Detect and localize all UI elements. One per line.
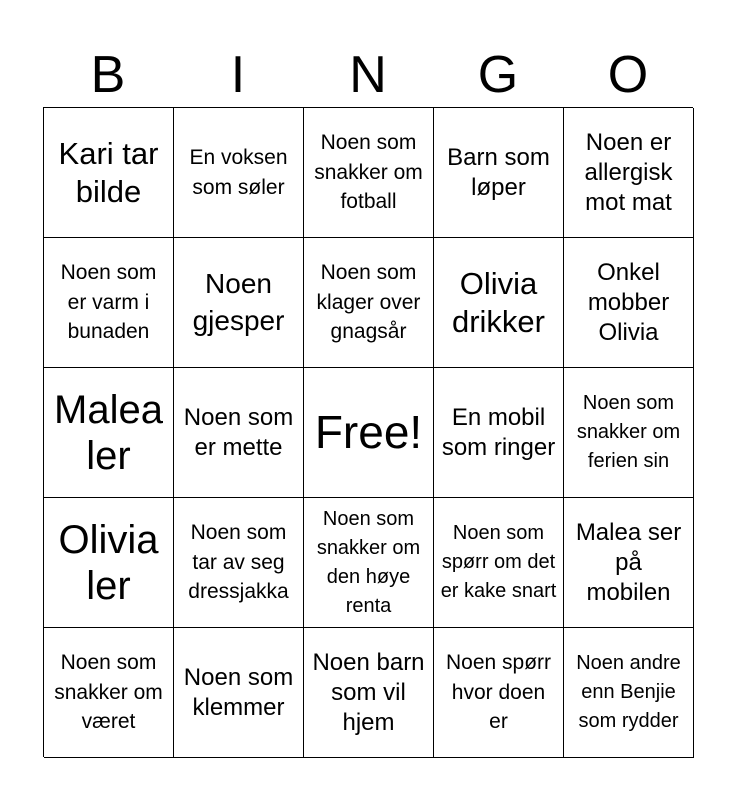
bingo-cell-r3c4[interactable]	[434, 368, 564, 498]
cell-text: Noen spørr hvor doen er	[445, 651, 552, 734]
cell-text: En voksen som søler	[189, 146, 288, 199]
bingo-header	[43, 40, 693, 110]
cell-text: Olivia ler	[58, 517, 159, 608]
cell-text: Noen gjesper	[192, 268, 285, 336]
bingo-board	[43, 107, 693, 757]
header-letter-i: I	[230, 46, 246, 104]
header-letter-n: N	[349, 46, 387, 104]
bingo-cell-r2c4[interactable]	[434, 238, 564, 368]
cell-text: Barn som løper	[447, 143, 550, 201]
cell-text: En mobil som ringer	[441, 403, 556, 461]
cell-text: Noen som snakker om ferien sin	[576, 392, 681, 472]
header-letter-o: O	[607, 46, 649, 104]
cell-text: Noen som klager over gnagsår	[316, 261, 421, 344]
bingo-cell-r1c1[interactable]	[44, 108, 174, 238]
cell-text: Kari tar bilde	[58, 136, 159, 209]
bingo-cell-r4c1[interactable]	[44, 498, 174, 628]
bingo-cell-r1c4[interactable]	[434, 108, 564, 238]
bingo-cell-r2c3[interactable]	[304, 238, 434, 368]
cell-text: Malea ler	[54, 387, 163, 478]
bingo-cell-r5c4[interactable]	[434, 628, 564, 758]
cell-text: Noen som tar av seg dressjakka	[188, 521, 289, 604]
bingo-cell-r4c2[interactable]	[174, 498, 304, 628]
cell-text: Noen som er varm i bunaden	[60, 261, 157, 344]
bingo-cell-r5c5[interactable]	[564, 628, 694, 758]
bingo-cell-r1c3[interactable]	[304, 108, 434, 238]
bingo-cell-r5c2[interactable]	[174, 628, 304, 758]
bingo-cell-r4c3[interactable]	[304, 498, 434, 628]
bingo-cell-r4c5[interactable]	[564, 498, 694, 628]
free-label: Free!	[314, 406, 423, 459]
bingo-cell-r5c1[interactable]	[44, 628, 174, 758]
cell-text: Noen barn som vil hjem	[312, 648, 425, 736]
header-letter-g: G	[477, 46, 519, 104]
bingo-cell-r1c5[interactable]	[564, 108, 694, 238]
cell-text: Noen som spørr om det er kake snart	[440, 522, 557, 602]
cell-text: Noen som snakker om den høye renta	[316, 507, 421, 617]
bingo-cell-r2c5[interactable]	[564, 238, 694, 368]
cell-text: Olivia drikker	[451, 266, 545, 339]
bingo-cell-r5c3[interactable]	[304, 628, 434, 758]
bingo-cell-r2c2[interactable]	[174, 238, 304, 368]
cell-text: Noen som er mette	[183, 403, 294, 461]
bingo-cell-r3c2[interactable]	[174, 368, 304, 498]
cell-text: Noen som klemmer	[183, 663, 294, 721]
cell-text: Noen som snakker om været	[54, 651, 163, 734]
header-letter-b: B	[90, 46, 126, 104]
bingo-cell-r3c1[interactable]	[44, 368, 174, 498]
cell-text: Noen som snakker om fotball	[314, 131, 423, 214]
cell-text: Noen er allergisk mot mat	[584, 128, 673, 216]
bingo-cell-r4c4[interactable]	[434, 498, 564, 628]
bingo-cell-free[interactable]	[304, 368, 434, 498]
cell-text: Onkel mobber Olivia	[587, 258, 670, 346]
bingo-cell-r2c1[interactable]	[44, 238, 174, 368]
bingo-cell-r1c2[interactable]	[174, 108, 304, 238]
cell-text: Malea ser på mobilen	[575, 518, 682, 606]
cell-text: Noen andre enn Benjie som rydder	[576, 652, 681, 732]
bingo-cell-r3c5[interactable]	[564, 368, 694, 498]
